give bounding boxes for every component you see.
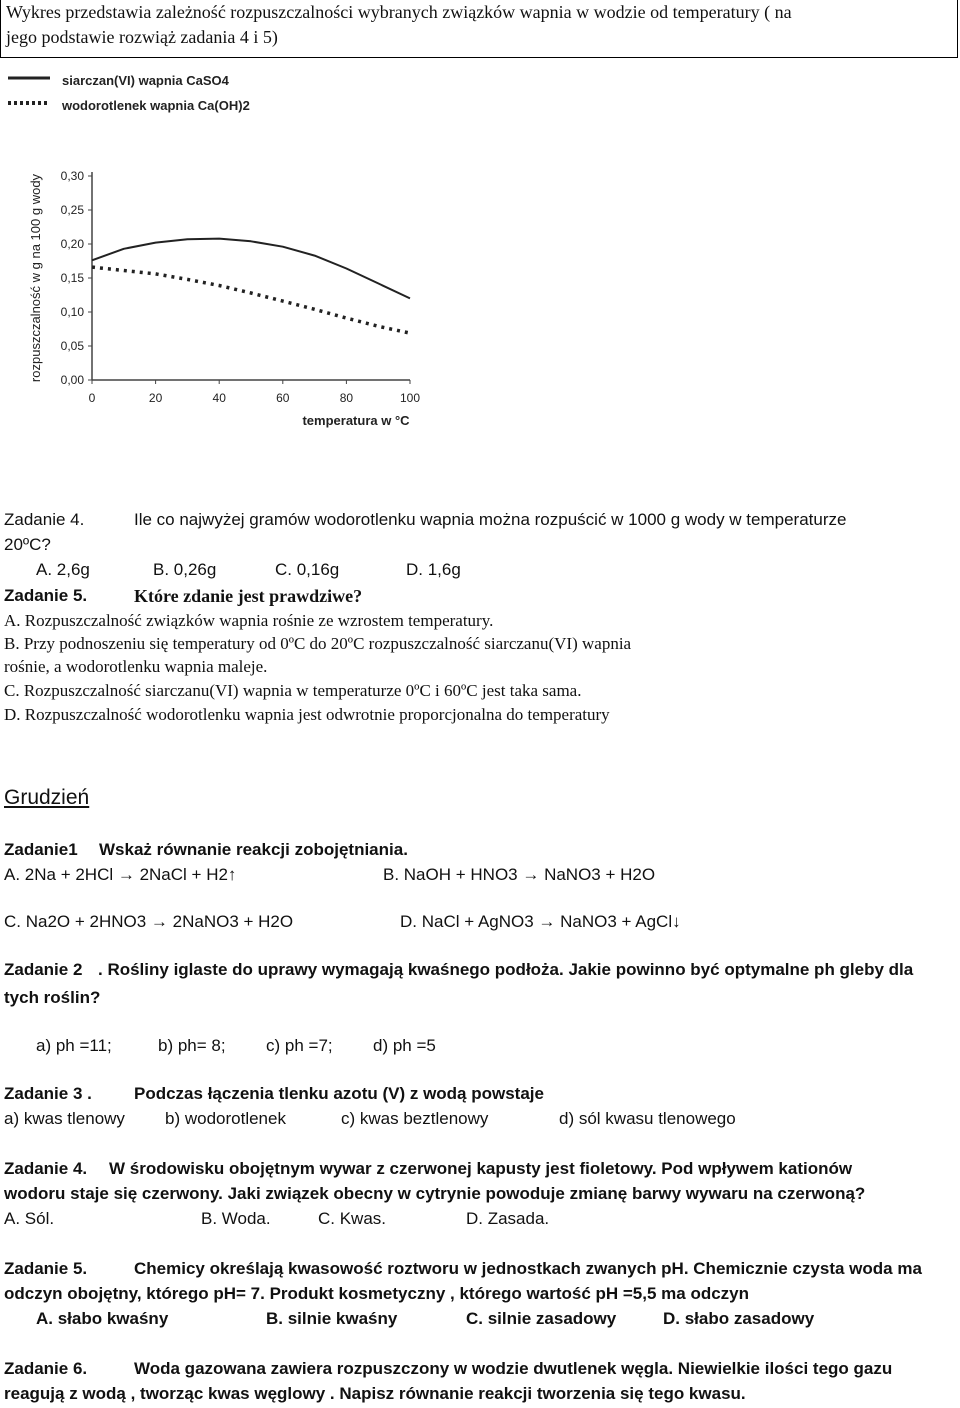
header-line-1: Wykres przedstawia zależność rozpuszczalności wybranych związków wapnia w wodzie od temperatury ( na (6, 2, 792, 22)
z5-option-b-line2: rośnie, a wodorotlenku wapnia maleje. (4, 657, 268, 676)
plot-area (61, 169, 421, 405)
legend-label-caoh2: wodorotlenek wapnia Ca(OH)2 (62, 98, 250, 113)
g5-question: Chemicy określają kwasowość roztworu w jednostkach zwanych pH. Chemicznie czysta woda ma (134, 1259, 922, 1278)
g2-option-d: d) ph =5 (373, 1036, 436, 1055)
g4-label: Zadanie 4. (4, 1159, 88, 1178)
g2-question-cont: tych roślin? (4, 988, 101, 1007)
g1-question: Wskaż równanie reakcji zobojętniania. (99, 840, 408, 859)
g6-label: Zadanie 6. (4, 1359, 88, 1378)
x-tick-label: 40 (212, 391, 226, 405)
y-tick-label: 0,30 (60, 169, 84, 183)
z5-option-d: D. Rozpuszczalność wodorotlenku wapnia jest odwrotnie proporcjonalna do temperatury (4, 705, 610, 724)
x-tick-label: 80 (339, 391, 354, 405)
g4-option-c: C. Kwas. (318, 1209, 387, 1228)
z4-question-cont: 20ºC? (4, 535, 51, 554)
g5-option-c: C. silnie zasadowy (466, 1309, 617, 1328)
g1-label: Zadanie1 (4, 840, 78, 859)
x-tick-label: 100 (399, 391, 421, 405)
y-tick-label: 0,25 (60, 203, 84, 217)
g4-question: W środowisku obojętnym wywar z czerwonej kapusty jest fioletowy. Pod wpływem kationów (109, 1159, 853, 1178)
x-tick-label: 60 (276, 391, 290, 405)
g3-option-b: b) wodorotlenek (165, 1109, 286, 1128)
z4-label: Zadanie 4. (4, 510, 85, 529)
g4-option-b: B. Woda. (201, 1209, 271, 1228)
z5-option-b-line1: B. Przy podnoszeniu się temperatury od 0ºC do 20ºC rozpuszczalność siarczanu(VI) wapnia (4, 634, 632, 653)
g5-option-a: A. słabo kwaśny (36, 1309, 169, 1328)
z4-option-a: A. 2,6g (36, 560, 90, 579)
z5-label: Zadanie 5. (4, 586, 88, 605)
g5-option-d: D. słabo zasadowy (663, 1309, 815, 1328)
solubility-chart (0, 60, 960, 500)
g3-option-c: c) kwas beztlenowy (341, 1109, 489, 1128)
g2-option-c: c) ph =7; (266, 1036, 333, 1055)
z4-question: Ile co najwyżej gramów wodorotlenku wapnia można rozpuścić w 1000 g wody w temperaturze (134, 510, 847, 529)
z5-option-c: C. Rozpuszczalność siarczanu(VI) wapnia w temperaturze 0ºC i 60ºC jest taka sama. (4, 681, 582, 700)
g6-question: Woda gazowana zawiera rozpuszczony w wodzie dwutlenek węgla. Niewielkie ilości tego gazu (134, 1359, 893, 1378)
y-tick-label: 0,20 (60, 237, 84, 251)
series-line-caso4 (92, 239, 410, 299)
g2-option-a: a) ph =11; (36, 1036, 112, 1055)
x-tick-label: 20 (148, 391, 163, 405)
z4-option-b: B. 0,26g (153, 560, 217, 579)
y-axis-label: rozpuszczalność w g na 100 g wody (28, 173, 43, 383)
g1-option-a: A. 2Na + 2HCl → 2NaCl + H2↑ (4, 865, 237, 884)
y-tick-label: 0,10 (60, 305, 84, 319)
g5-label: Zadanie 5. (4, 1259, 88, 1278)
g1-option-c: C. Na2O + 2HNO3 → 2NaNO3 + H2O (4, 912, 294, 931)
g3-option-a: a) kwas tlenowy (4, 1109, 125, 1128)
g1-option-d: D. NaCl + AgNO3 → NaNO3 + AgCl↓ (400, 912, 681, 931)
y-tick-label: 0,15 (60, 271, 84, 285)
y-tick-label: 0,05 (60, 339, 84, 353)
g5-option-b: B. silnie kwaśny (266, 1309, 398, 1328)
g2-label: Zadanie 2 (4, 960, 83, 979)
z5-question: Które zdanie jest prawdziwe? (134, 586, 363, 606)
g3-question: Podczas łączenia tlenku azotu (V) z wodą powstaje (134, 1084, 544, 1103)
header-line-2: jego podstawie rozwiąż zadania 4 i 5) (6, 27, 278, 47)
g4-option-d: D. Zasada. (466, 1209, 550, 1228)
x-tick-label: 0 (88, 391, 96, 405)
g1-option-b: B. NaOH + HNO3 → NaNO3 + H2O (383, 865, 656, 884)
chart-legend (8, 73, 250, 113)
x-axis-label: temperatura w °C (302, 413, 410, 428)
g3-option-d: d) sól kwasu tlenowego (559, 1109, 736, 1128)
z5-option-a: A. Rozpuszczalność związków wapnia rośnie ze wzrostem temperatury. (4, 611, 494, 630)
legend-label-caso4: siarczan(VI) wapnia CaSO4 (62, 73, 229, 88)
g3-label: Zadanie 3 . (4, 1084, 92, 1103)
g2-option-b: b) ph= 8; (158, 1036, 226, 1055)
section-title: Grudzień (4, 786, 90, 809)
z4-option-d: D. 1,6g (406, 560, 461, 579)
z4-option-c: C. 0,16g (275, 560, 340, 579)
g6-question-cont: reagują z wodą , tworząc kwas węglowy . Napisz równanie reakcji tworzenia się tego kwasu. (4, 1384, 746, 1403)
g4-option-a: A. Sól. (4, 1209, 55, 1228)
g5-question-cont: odczyn obojętny, którego pH= 7. Produkt kosmetyczny , którego wartość pH =5,5 ma odczyn (4, 1284, 750, 1303)
g4-question-cont: wodoru staje się czerwony. Jaki związek obecny w cytrynie powoduje zmianę barwy wywaru na czerwoną? (4, 1184, 866, 1203)
g2-question: . Rośliny iglaste do uprawy wymagają kwaśnego podłoża. Jakie powinno być optymalne ph gleby dla (98, 960, 914, 979)
y-tick-label: 0,00 (60, 373, 84, 387)
